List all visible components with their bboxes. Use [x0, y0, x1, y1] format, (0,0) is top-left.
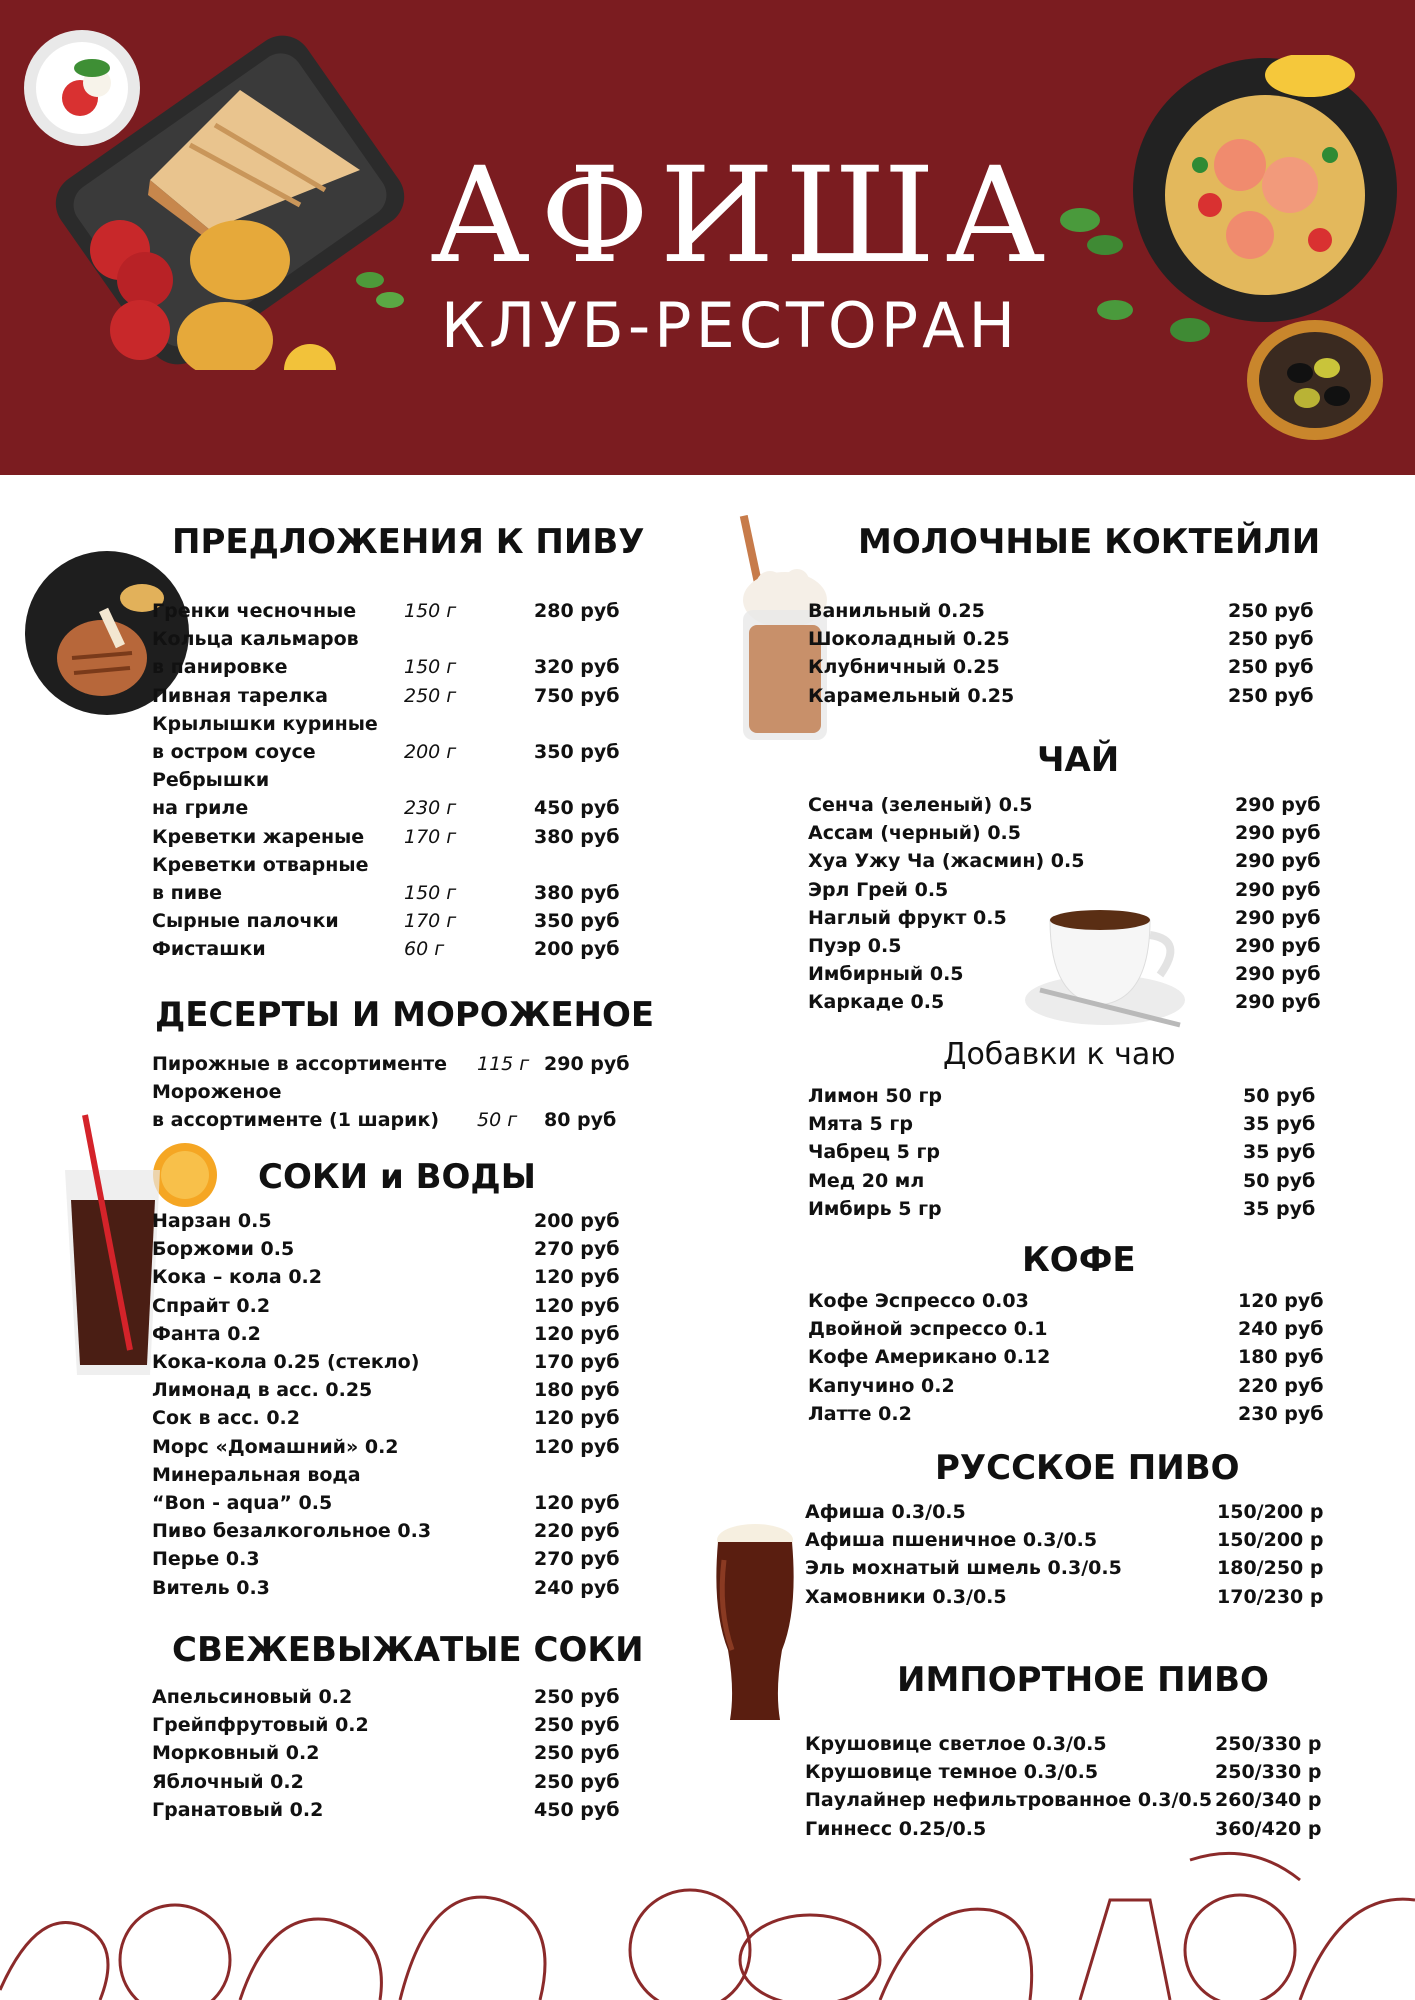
menu-item-price: 350 руб	[534, 741, 620, 763]
section-title-beer-snacks: ПРЕДЛОЖЕНИЯ К ПИВУ	[172, 522, 645, 562]
menu-item-name: Пивная тарелка	[152, 684, 328, 707]
menu-item-name: Имбирь 5 гр	[808, 1197, 942, 1220]
menu-item-name: Кофе Американо 0.12	[808, 1346, 1051, 1369]
menu-item-name: в остром соусе	[152, 741, 316, 763]
menu-item-name: в панировке	[152, 656, 288, 679]
menu-item-row	[152, 1545, 622, 1573]
menu-item-weight: 60 г	[404, 938, 445, 961]
menu-item-name: Кока-кола 0.25 (стекло)	[152, 1351, 420, 1373]
menu-item-price: 290 руб	[1235, 878, 1321, 901]
menu-item-row	[152, 738, 622, 766]
menu-item-price: 35 руб	[1243, 1113, 1316, 1136]
menu-item-price: 290 руб	[1235, 850, 1321, 873]
section-title-russian-beer: РУССКОЕ ПИВО	[935, 1448, 1240, 1488]
menu-item-price: 180 руб	[1238, 1346, 1324, 1369]
menu-item-row	[152, 1348, 622, 1376]
header-banner	[0, 0, 1415, 475]
menu-item-name: Креветки отварные	[152, 853, 369, 876]
menu-item-price: 380 руб	[534, 825, 620, 848]
menu-item-name: “Bon - aqua” 0.5	[152, 1492, 333, 1514]
menu-item-row	[808, 1195, 1338, 1223]
menu-item-row	[808, 1138, 1338, 1166]
menu-item-price: 80 руб	[544, 1109, 617, 1132]
menu-item-name: Фисташки	[152, 938, 266, 961]
menu-item-name: Гиннесс 0.25/0.5	[805, 1817, 987, 1840]
menu-item-row	[808, 791, 1338, 819]
menu-item-name: Наглый фрукт 0.5	[808, 906, 1007, 929]
menu-item-row	[152, 1376, 622, 1404]
menu-item-name: Паулайнер нефильтрованное 0.3/0.5	[805, 1789, 1213, 1812]
menu-item-price: 250 руб	[534, 1714, 620, 1737]
menu-item-row	[152, 851, 622, 879]
menu-item-row	[152, 766, 622, 794]
menu-item-price: 360/420 р	[1215, 1817, 1322, 1840]
menu-item-price: 270 руб	[534, 1548, 620, 1571]
restaurant-logo-title: АФИША	[430, 139, 1056, 293]
menu-item-name: Афиша пшеничное 0.3/0.5	[805, 1529, 1098, 1552]
menu-item-row	[152, 935, 622, 963]
menu-item-name: Сырные палочки	[152, 910, 339, 933]
menu-item-name: в ассортименте (1 шарик)	[152, 1109, 440, 1132]
menu-item-price: 50 руб	[1243, 1085, 1316, 1107]
menu-item-name: Перье 0.3	[152, 1548, 260, 1571]
menu-item-name: Чабрец 5 гр	[808, 1141, 940, 1164]
menu-item-price: 450 руб	[534, 1798, 620, 1821]
menu-item-name: Двойной эспрессо 0.1	[808, 1318, 1048, 1341]
menu-item-row	[808, 597, 1328, 625]
menu-item-price: 750 руб	[534, 684, 620, 707]
menu-item-price: 250/330 р	[1215, 1761, 1322, 1784]
section-title-import-beer: ИМПОРТНОЕ ПИВО	[897, 1660, 1269, 1700]
menu-item-name: Хуа Ужу Ча (жасмин) 0.5	[808, 850, 1085, 873]
menu-item-name: Пирожные в ассортименте	[152, 1053, 447, 1075]
menu-item-name: Спрайт 0.2	[152, 1294, 271, 1317]
menu-item-weight: 200 г	[404, 741, 457, 763]
menu-item-price: 120 руб	[534, 1492, 620, 1514]
menu-item-row	[808, 1287, 1338, 1315]
section-title-tea: ЧАЙ	[1037, 740, 1120, 780]
menu-item-row	[152, 1320, 622, 1348]
menu-item-name: Витель 0.3	[152, 1576, 270, 1599]
menu-item-row	[152, 1292, 622, 1320]
menu-item-row	[808, 682, 1328, 710]
menu-item-price: 120 руб	[534, 1407, 620, 1430]
menu-item-row	[808, 1110, 1338, 1138]
section-title-tea-addons: Добавки к чаю	[943, 1037, 1176, 1072]
menu-item-price: 320 руб	[534, 656, 620, 679]
menu-item-name: Нарзан 0.5	[152, 1210, 272, 1232]
menu-item-price: 240 руб	[534, 1576, 620, 1599]
menu-item-name: Каркаде 0.5	[808, 991, 945, 1014]
menu-item-price: 220 руб	[1238, 1374, 1324, 1397]
menu-item-name: Лимонад в асс. 0.25	[152, 1379, 373, 1402]
menu-item-row	[808, 1315, 1338, 1343]
menu-item-price: 200 руб	[534, 1210, 620, 1232]
menu-item-name: Пиво безалкогольное 0.3	[152, 1520, 432, 1543]
menu-item-price: 270 руб	[534, 1238, 620, 1261]
menu-item-price: 120 руб	[534, 1294, 620, 1317]
menu-item-name: Фанта 0.2	[152, 1322, 261, 1345]
menu-item-price: 230 руб	[1238, 1402, 1324, 1425]
restaurant-subtitle: КЛУБ-РЕСТОРАН	[440, 289, 1020, 362]
menu-item-name: Шоколадный 0.25	[808, 628, 1010, 651]
menu-item-price: 290 руб	[1235, 822, 1321, 845]
menu-item-row	[805, 1758, 1335, 1786]
menu-item-name: Капучино 0.2	[808, 1374, 955, 1397]
menu-item-name: Кольца кальмаров	[152, 628, 359, 651]
menu-item-weight: 230 г	[404, 797, 457, 820]
menu-item-name: Мороженое	[152, 1081, 282, 1104]
menu-item-row	[152, 794, 622, 822]
menu-item-row	[152, 710, 622, 738]
menu-item-row	[152, 879, 622, 907]
menu-item-name: Гранатовый 0.2	[152, 1798, 324, 1821]
menu-item-weight: 170 г	[404, 910, 457, 933]
menu-item-price: 220 руб	[534, 1520, 620, 1543]
menu-item-price: 450 руб	[534, 797, 620, 820]
menu-item-price: 150/200 р	[1217, 1501, 1324, 1523]
menu-item-name: Грейпфрутовый 0.2	[152, 1714, 369, 1737]
menu-item-row	[808, 1343, 1338, 1371]
menu-item-name: Крылышки куриные	[152, 712, 378, 735]
menu-item-weight: 150 г	[404, 656, 457, 679]
menu-item-price: 50 руб	[1243, 1169, 1316, 1192]
section-title-fresh: СВЕЖЕВЫЖАТЫЕ СОКИ	[172, 1630, 644, 1670]
menu-item-name: Пуэр 0.5	[808, 935, 902, 957]
menu-item-name: Кока – кола 0.2	[152, 1266, 322, 1289]
menu-item-name: Кофе Эспрессо 0.03	[808, 1290, 1029, 1312]
menu-item-name: Морковный 0.2	[152, 1742, 320, 1765]
menu-item-price: 280 руб	[534, 600, 620, 622]
menu-item-price: 290 руб	[544, 1053, 630, 1075]
menu-item-name: Яблочный 0.2	[152, 1770, 304, 1793]
menu-item-row	[152, 823, 622, 851]
menu-item-row	[808, 1372, 1338, 1400]
menu-item-name: Крушовице светлое 0.3/0.5	[805, 1733, 1107, 1755]
menu-item-row	[152, 1796, 622, 1824]
menu-item-row	[152, 1768, 622, 1796]
menu-item-price: 290 руб	[1235, 794, 1321, 816]
footer-food-sketch-decoration	[0, 1840, 1415, 2000]
menu-item-name: Афиша 0.3/0.5	[805, 1501, 966, 1523]
menu-item-row	[152, 907, 622, 935]
basil-leaves-illustration	[1050, 200, 1220, 350]
menu-item-price: 250 руб	[534, 1770, 620, 1793]
menu-item-name: Гренки чесночные	[152, 600, 357, 622]
menu-item-row	[152, 682, 622, 710]
menu-item-price: 250 руб	[1228, 628, 1314, 651]
menu-item-name: Эль мохнатый шмель 0.3/0.5	[805, 1557, 1122, 1580]
menu-item-weight: 50 г	[477, 1109, 518, 1132]
menu-item-row	[805, 1583, 1335, 1611]
menu-item-price: 250 руб	[1228, 600, 1314, 622]
menu-item-name: Имбирный 0.5	[808, 963, 964, 986]
menu-item-name: Лимон 50 гр	[808, 1085, 943, 1107]
olives-bowl-illustration	[1245, 318, 1385, 443]
menu-item-row	[152, 653, 622, 681]
menu-item-name: Латте 0.2	[808, 1402, 912, 1425]
menu-item-row	[808, 1167, 1338, 1195]
menu-item-name: Минеральная вода	[152, 1463, 361, 1486]
menu-item-row	[152, 1404, 622, 1432]
menu-item-name: Клубничный 0.25	[808, 656, 1000, 679]
menu-item-name: Ассам (черный) 0.5	[808, 822, 1021, 845]
menu-item-name: Мед 20 мл	[808, 1169, 925, 1192]
menu-item-price: 250 руб	[1228, 656, 1314, 679]
menu-item-row	[808, 1400, 1338, 1428]
menu-item-name: Боржоми 0.5	[152, 1238, 295, 1261]
menu-item-row	[808, 653, 1328, 681]
menu-item-name: Креветки жареные	[152, 825, 365, 848]
menu-item-row	[805, 1730, 1335, 1758]
menu-item-name: Хамовники 0.3/0.5	[805, 1585, 1007, 1608]
menu-item-row	[808, 819, 1338, 847]
menu-item-row	[152, 1739, 622, 1767]
menu-item-weight: 150 г	[404, 600, 457, 622]
menu-item-row	[152, 1207, 622, 1235]
section-title-juices: СОКИ и ВОДЫ	[258, 1157, 536, 1197]
menu-item-row	[152, 1489, 622, 1517]
menu-item-price: 120 руб	[534, 1435, 620, 1458]
menu-item-row	[152, 1683, 622, 1711]
menu-item-price: 180 руб	[534, 1379, 620, 1402]
menu-item-price: 350 руб	[534, 910, 620, 933]
menu-item-row	[152, 1263, 622, 1291]
menu-item-price: 35 руб	[1243, 1141, 1316, 1164]
menu-item-price: 200 руб	[534, 938, 620, 961]
menu-item-row	[152, 597, 622, 625]
menu-item-weight: 170 г	[404, 825, 457, 848]
menu-item-price: 260/340 р	[1215, 1789, 1322, 1812]
menu-item-price: 120 руб	[1238, 1290, 1324, 1312]
menu-item-price: 290 руб	[1235, 991, 1321, 1014]
section-title-milkshakes: МОЛОЧНЫЕ КОКТЕЙЛИ	[858, 522, 1321, 562]
menu-item-name: на гриле	[152, 797, 249, 820]
menu-item-name: Эрл Грей 0.5	[808, 878, 949, 901]
menu-item-price: 290 руб	[1235, 906, 1321, 929]
menu-item-row	[808, 1082, 1338, 1110]
menu-item-row	[808, 625, 1328, 653]
menu-item-price: 120 руб	[534, 1266, 620, 1289]
menu-item-row	[152, 1050, 632, 1078]
menu-item-name: в пиве	[152, 882, 222, 904]
menu-item-price: 250 руб	[534, 1686, 620, 1708]
menu-item-price: 170 руб	[534, 1351, 620, 1373]
menu-item-name: Ванильный 0.25	[808, 600, 985, 622]
menu-item-price: 250 руб	[1228, 684, 1314, 707]
menu-item-price: 150/200 р	[1217, 1529, 1324, 1552]
menu-item-price: 120 руб	[534, 1322, 620, 1345]
menu-item-row	[152, 625, 622, 653]
menu-item-row	[805, 1498, 1335, 1526]
section-title-coffee: КОФЕ	[1022, 1240, 1136, 1280]
menu-item-row	[152, 1235, 622, 1263]
menu-item-row	[152, 1574, 622, 1602]
tea-cup-illustration	[1020, 900, 1200, 1035]
menu-item-price: 35 руб	[1243, 1197, 1316, 1220]
menu-item-weight: 150 г	[404, 882, 457, 904]
menu-item-row	[152, 1461, 622, 1489]
menu-item-weight: 250 г	[404, 684, 457, 707]
menu-item-row	[808, 847, 1338, 875]
menu-item-price: 170/230 р	[1217, 1585, 1324, 1608]
menu-item-row	[152, 1711, 622, 1739]
menu-item-name: Сок в асс. 0.2	[152, 1407, 300, 1430]
menu-item-row	[805, 1554, 1335, 1582]
menu-item-row	[805, 1526, 1335, 1554]
menu-item-price: 380 руб	[534, 882, 620, 904]
menu-item-row	[152, 1517, 622, 1545]
beer-glass-illustration	[710, 1520, 800, 1725]
menu-item-name: Карамельный 0.25	[808, 684, 1015, 707]
menu-item-name: Ребрышки	[152, 769, 270, 792]
menu-item-name: Крушовице темное 0.3/0.5	[805, 1761, 1099, 1784]
menu-item-row	[805, 1786, 1335, 1814]
menu-item-price: 290 руб	[1235, 963, 1321, 986]
menu-item-row	[152, 1433, 622, 1461]
menu-item-price: 240 руб	[1238, 1318, 1324, 1341]
menu-item-price: 180/250 р	[1217, 1557, 1324, 1580]
menu-item-name: Апельсиновый 0.2	[152, 1686, 353, 1708]
menu-item-price: 250 руб	[534, 1742, 620, 1765]
menu-item-price: 290 руб	[1235, 935, 1321, 957]
section-title-desserts: ДЕСЕРТЫ И МОРОЖЕНОЕ	[155, 995, 655, 1035]
menu-item-weight: 115 г	[477, 1053, 530, 1075]
menu-item-row	[805, 1815, 1335, 1843]
menu-item-name: Сенча (зеленый) 0.5	[808, 794, 1033, 816]
menu-item-name: Морс «Домашний» 0.2	[152, 1435, 399, 1458]
menu-item-price: 250/330 р	[1215, 1733, 1322, 1755]
menu-item-name: Мята 5 гр	[808, 1113, 913, 1136]
caprese-plate-illustration	[22, 28, 142, 148]
menu-item-row	[152, 1078, 632, 1106]
